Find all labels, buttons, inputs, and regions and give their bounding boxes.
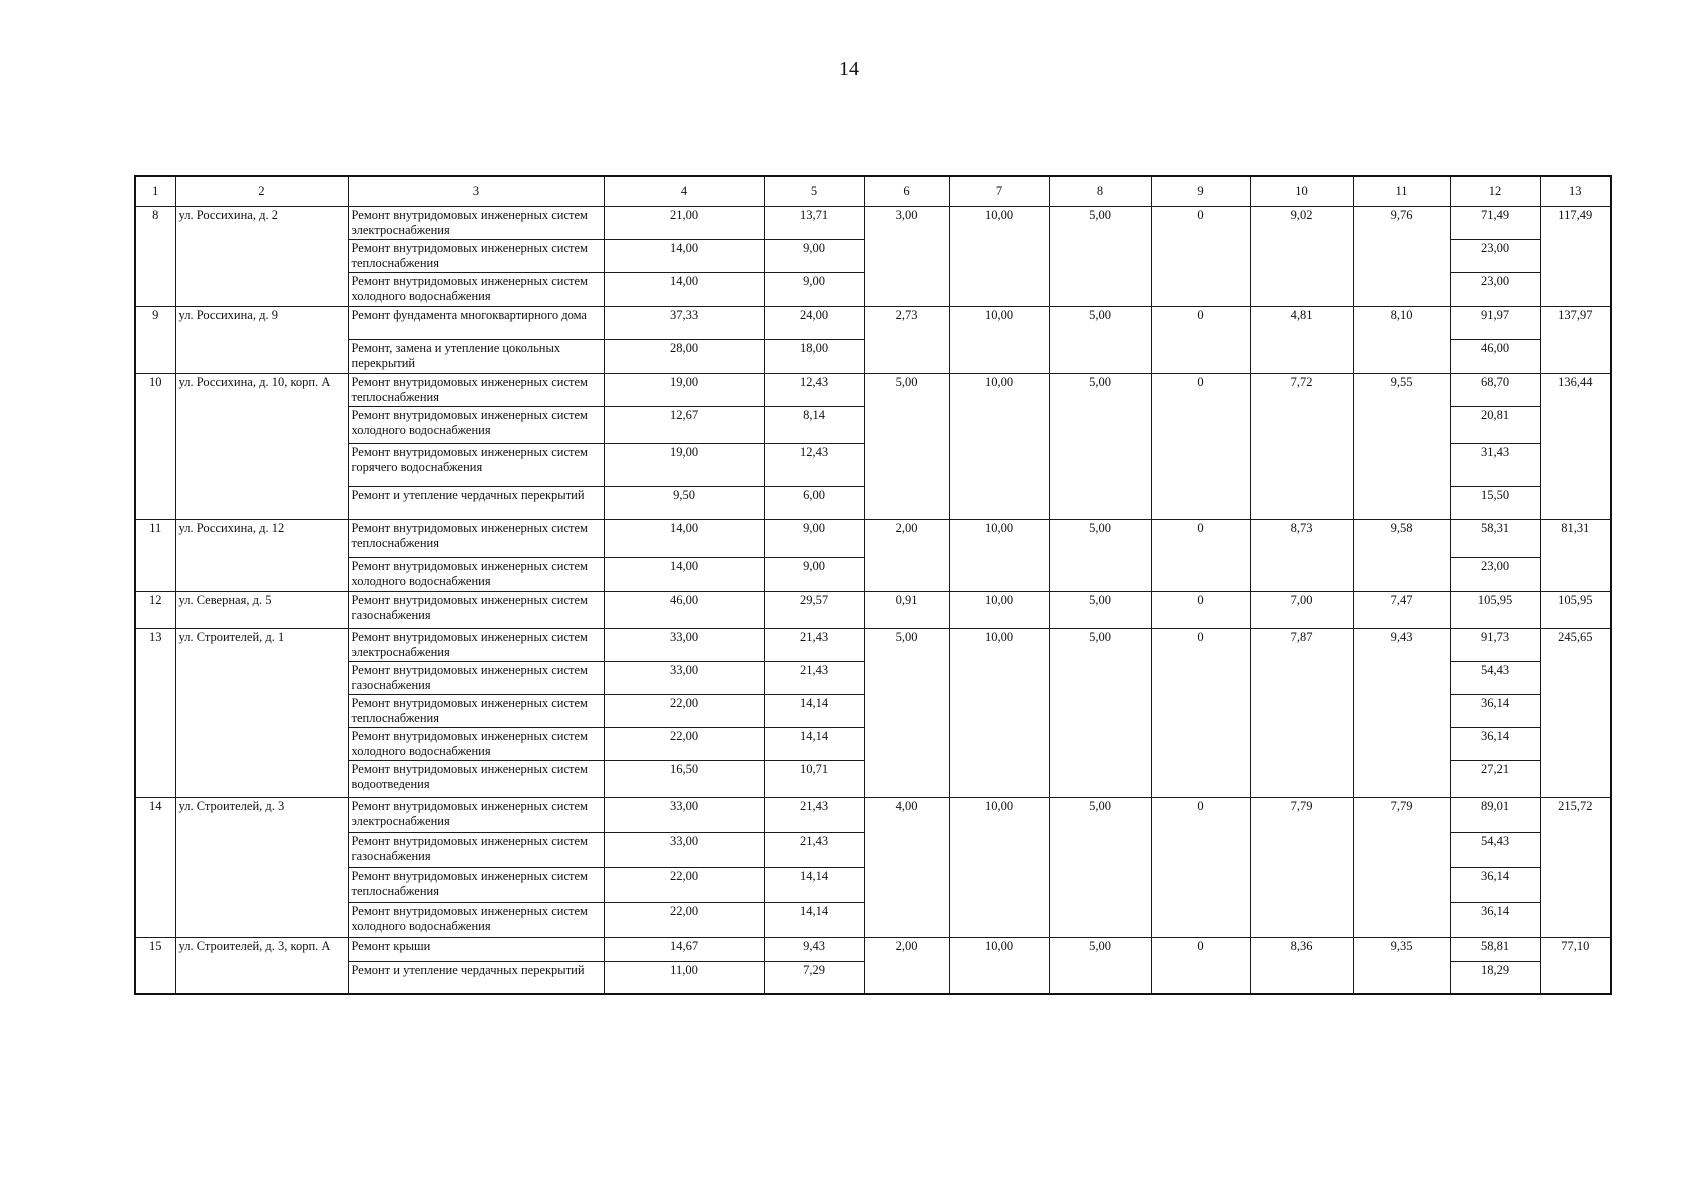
work-type-cell: Ремонт внутридомовых инженерных систем электроснабжения <box>348 207 604 240</box>
col12-cell: 89,01 <box>1450 798 1540 833</box>
col9-cell: 0 <box>1151 592 1250 629</box>
col10-cell: 7,72 <box>1250 374 1353 520</box>
column-header: 1 <box>135 176 175 207</box>
address-cell: ул. Строителей, д. 1 <box>175 629 348 798</box>
col12-cell: 91,97 <box>1450 307 1540 340</box>
col12-cell: 91,73 <box>1450 629 1540 662</box>
col5-cell: 9,00 <box>764 240 864 273</box>
row-number: 14 <box>135 798 175 938</box>
col7-cell: 10,00 <box>949 307 1049 374</box>
col5-cell: 21,43 <box>764 798 864 833</box>
work-type-cell: Ремонт внутридомовых инженерных систем холодного водоснабжения <box>348 273 604 307</box>
col6-cell: 5,00 <box>864 374 949 520</box>
table-row <box>135 938 1611 962</box>
col5-cell: 14,14 <box>764 868 864 903</box>
col12-cell: 18,29 <box>1450 962 1540 994</box>
col12-cell: 68,70 <box>1450 374 1540 407</box>
col7-cell: 10,00 <box>949 207 1049 307</box>
col12-cell: 54,43 <box>1450 662 1540 695</box>
column-number-row <box>135 176 1611 207</box>
col7-cell: 10,00 <box>949 520 1049 592</box>
col8-cell: 5,00 <box>1049 629 1151 798</box>
col13-total-cell: 117,49 <box>1540 207 1611 307</box>
col13-total-cell: 77,10 <box>1540 938 1611 994</box>
col6-cell: 5,00 <box>864 629 949 798</box>
col6-cell: 4,00 <box>864 798 949 938</box>
col11-cell: 9,76 <box>1353 207 1450 307</box>
work-type-cell: Ремонт внутридомовых инженерных систем газоснабжения <box>348 833 604 868</box>
col12-cell: 36,14 <box>1450 695 1540 728</box>
col10-cell: 9,02 <box>1250 207 1353 307</box>
work-type-cell: Ремонт внутридомовых инженерных систем газоснабжения <box>348 662 604 695</box>
col4-cell: 14,00 <box>604 240 764 273</box>
work-type-cell: Ремонт внутридомовых инженерных систем электроснабжения <box>348 798 604 833</box>
col12-cell: 105,95 <box>1450 592 1540 629</box>
table-row <box>135 374 1611 407</box>
work-type-cell: Ремонт внутридомовых инженерных систем теплоснабжения <box>348 374 604 407</box>
col12-cell: 20,81 <box>1450 407 1540 444</box>
col5-cell: 21,43 <box>764 662 864 695</box>
row-number: 13 <box>135 629 175 798</box>
page-number: 14 <box>839 58 859 80</box>
col5-cell: 7,29 <box>764 962 864 994</box>
work-type-cell: Ремонт и утепление чердачных перекрытий <box>348 487 604 520</box>
col9-cell: 0 <box>1151 307 1250 374</box>
work-type-cell: Ремонт внутридомовых инженерных систем холодного водоснабжения <box>348 407 604 444</box>
col13-total-cell: 136,44 <box>1540 374 1611 520</box>
col4-cell: 19,00 <box>604 444 764 487</box>
column-header: 3 <box>348 176 604 207</box>
col6-cell: 2,00 <box>864 520 949 592</box>
col13-total-cell: 81,31 <box>1540 520 1611 592</box>
col4-cell: 11,00 <box>604 962 764 994</box>
column-header: 9 <box>1151 176 1250 207</box>
col13-total-cell: 215,72 <box>1540 798 1611 938</box>
col5-cell: 9,00 <box>764 273 864 307</box>
col5-cell: 24,00 <box>764 307 864 340</box>
col7-cell: 10,00 <box>949 798 1049 938</box>
work-type-cell: Ремонт крыши <box>348 938 604 962</box>
col5-cell: 21,43 <box>764 833 864 868</box>
col8-cell: 5,00 <box>1049 307 1151 374</box>
column-header: 7 <box>949 176 1049 207</box>
table-row <box>135 307 1611 340</box>
col4-cell: 22,00 <box>604 728 764 761</box>
col4-cell: 12,67 <box>604 407 764 444</box>
col5-cell: 9,43 <box>764 938 864 962</box>
works-table <box>134 175 1612 995</box>
col5-cell: 21,43 <box>764 629 864 662</box>
col5-cell: 6,00 <box>764 487 864 520</box>
col6-cell: 2,00 <box>864 938 949 994</box>
col5-cell: 10,71 <box>764 761 864 798</box>
col8-cell: 5,00 <box>1049 938 1151 994</box>
column-header: 6 <box>864 176 949 207</box>
col11-cell: 9,43 <box>1353 629 1450 798</box>
col4-cell: 46,00 <box>604 592 764 629</box>
col4-cell: 33,00 <box>604 629 764 662</box>
col11-cell: 9,35 <box>1353 938 1450 994</box>
address-cell: ул. Россихина, д. 10, корп. А <box>175 374 348 520</box>
work-type-cell: Ремонт, замена и утепление цокольных перекрытий <box>348 340 604 374</box>
col5-cell: 13,71 <box>764 207 864 240</box>
column-header: 13 <box>1540 176 1611 207</box>
col9-cell: 0 <box>1151 374 1250 520</box>
col5-cell: 14,14 <box>764 695 864 728</box>
col11-cell: 7,47 <box>1353 592 1450 629</box>
address-cell: ул. Россихина, д. 12 <box>175 520 348 592</box>
col4-cell: 14,00 <box>604 558 764 592</box>
work-type-cell: Ремонт внутридомовых инженерных систем горячего водоснабжения <box>348 444 604 487</box>
row-number: 8 <box>135 207 175 307</box>
col12-cell: 23,00 <box>1450 240 1540 273</box>
col12-cell: 27,21 <box>1450 761 1540 798</box>
work-type-cell: Ремонт фундамента многоквартирного дома <box>348 307 604 340</box>
table-row <box>135 592 1611 629</box>
col5-cell: 12,43 <box>764 444 864 487</box>
col13-total-cell: 137,97 <box>1540 307 1611 374</box>
col12-cell: 23,00 <box>1450 558 1540 592</box>
col12-cell: 58,31 <box>1450 520 1540 558</box>
col12-cell: 71,49 <box>1450 207 1540 240</box>
col8-cell: 5,00 <box>1049 207 1151 307</box>
col7-cell: 10,00 <box>949 592 1049 629</box>
col10-cell: 7,79 <box>1250 798 1353 938</box>
col8-cell: 5,00 <box>1049 592 1151 629</box>
col8-cell: 5,00 <box>1049 520 1151 592</box>
col9-cell: 0 <box>1151 938 1250 994</box>
col13-total-cell: 105,95 <box>1540 592 1611 629</box>
col9-cell: 0 <box>1151 207 1250 307</box>
col4-cell: 28,00 <box>604 340 764 374</box>
col13-total-cell: 245,65 <box>1540 629 1611 798</box>
column-header: 5 <box>764 176 864 207</box>
col9-cell: 0 <box>1151 520 1250 592</box>
col5-cell: 29,57 <box>764 592 864 629</box>
col5-cell: 9,00 <box>764 558 864 592</box>
col4-cell: 22,00 <box>604 868 764 903</box>
col11-cell: 9,55 <box>1353 374 1450 520</box>
col10-cell: 7,87 <box>1250 629 1353 798</box>
table-row <box>135 520 1611 558</box>
col10-cell: 8,73 <box>1250 520 1353 592</box>
work-type-cell: Ремонт и утепление чердачных перекрытий <box>348 962 604 994</box>
col5-cell: 14,14 <box>764 728 864 761</box>
column-header: 2 <box>175 176 348 207</box>
row-number: 15 <box>135 938 175 994</box>
col4-cell: 33,00 <box>604 662 764 695</box>
col5-cell: 8,14 <box>764 407 864 444</box>
col12-cell: 36,14 <box>1450 868 1540 903</box>
col12-cell: 46,00 <box>1450 340 1540 374</box>
address-cell: ул. Россихина, д. 9 <box>175 307 348 374</box>
address-cell: ул. Строителей, д. 3, корп. А <box>175 938 348 994</box>
col4-cell: 9,50 <box>604 487 764 520</box>
table-row <box>135 629 1611 662</box>
col7-cell: 10,00 <box>949 629 1049 798</box>
col4-cell: 37,33 <box>604 307 764 340</box>
col4-cell: 14,00 <box>604 520 764 558</box>
row-number: 12 <box>135 592 175 629</box>
work-type-cell: Ремонт внутридомовых инженерных систем теплоснабжения <box>348 868 604 903</box>
col8-cell: 5,00 <box>1049 374 1151 520</box>
col10-cell: 7,00 <box>1250 592 1353 629</box>
col7-cell: 10,00 <box>949 938 1049 994</box>
col11-cell: 9,58 <box>1353 520 1450 592</box>
col12-cell: 23,00 <box>1450 273 1540 307</box>
col12-cell: 31,43 <box>1450 444 1540 487</box>
col6-cell: 2,73 <box>864 307 949 374</box>
row-number: 9 <box>135 307 175 374</box>
col12-cell: 58,81 <box>1450 938 1540 962</box>
col5-cell: 18,00 <box>764 340 864 374</box>
table-row <box>135 207 1611 240</box>
column-header: 4 <box>604 176 764 207</box>
col4-cell: 22,00 <box>604 903 764 938</box>
col5-cell: 12,43 <box>764 374 864 407</box>
column-header: 11 <box>1353 176 1450 207</box>
column-header: 10 <box>1250 176 1353 207</box>
col4-cell: 33,00 <box>604 833 764 868</box>
col6-cell: 0,91 <box>864 592 949 629</box>
work-type-cell: Ремонт внутридомовых инженерных систем теплоснабжения <box>348 695 604 728</box>
work-type-cell: Ремонт внутридомовых инженерных систем водоотведения <box>348 761 604 798</box>
col5-cell: 9,00 <box>764 520 864 558</box>
column-header: 8 <box>1049 176 1151 207</box>
work-type-cell: Ремонт внутридомовых инженерных систем газоснабжения <box>348 592 604 629</box>
col8-cell: 5,00 <box>1049 798 1151 938</box>
row-number: 11 <box>135 520 175 592</box>
column-header: 12 <box>1450 176 1540 207</box>
work-type-cell: Ремонт внутридомовых инженерных систем электроснабжения <box>348 629 604 662</box>
col12-cell: 36,14 <box>1450 903 1540 938</box>
col4-cell: 33,00 <box>604 798 764 833</box>
col4-cell: 19,00 <box>604 374 764 407</box>
work-type-cell: Ремонт внутридомовых инженерных систем холодного водоснабжения <box>348 903 604 938</box>
work-type-cell: Ремонт внутридомовых инженерных систем холодного водоснабжения <box>348 728 604 761</box>
col12-cell: 36,14 <box>1450 728 1540 761</box>
col4-cell: 14,67 <box>604 938 764 962</box>
col6-cell: 3,00 <box>864 207 949 307</box>
work-type-cell: Ремонт внутридомовых инженерных систем холодного водоснабжения <box>348 558 604 592</box>
col5-cell: 14,14 <box>764 903 864 938</box>
address-cell: ул. Строителей, д. 3 <box>175 798 348 938</box>
col11-cell: 7,79 <box>1353 798 1450 938</box>
col4-cell: 16,50 <box>604 761 764 798</box>
row-number: 10 <box>135 374 175 520</box>
col9-cell: 0 <box>1151 629 1250 798</box>
work-type-cell: Ремонт внутридомовых инженерных систем теплоснабжения <box>348 520 604 558</box>
col4-cell: 22,00 <box>604 695 764 728</box>
table-body <box>135 207 1611 994</box>
col10-cell: 4,81 <box>1250 307 1353 374</box>
col4-cell: 21,00 <box>604 207 764 240</box>
col9-cell: 0 <box>1151 798 1250 938</box>
col4-cell: 14,00 <box>604 273 764 307</box>
col10-cell: 8,36 <box>1250 938 1353 994</box>
col12-cell: 15,50 <box>1450 487 1540 520</box>
address-cell: ул. Россихина, д. 2 <box>175 207 348 307</box>
table-row <box>135 798 1611 833</box>
col12-cell: 54,43 <box>1450 833 1540 868</box>
col7-cell: 10,00 <box>949 374 1049 520</box>
work-type-cell: Ремонт внутридомовых инженерных систем теплоснабжения <box>348 240 604 273</box>
address-cell: ул. Северная, д. 5 <box>175 592 348 629</box>
col11-cell: 8,10 <box>1353 307 1450 374</box>
